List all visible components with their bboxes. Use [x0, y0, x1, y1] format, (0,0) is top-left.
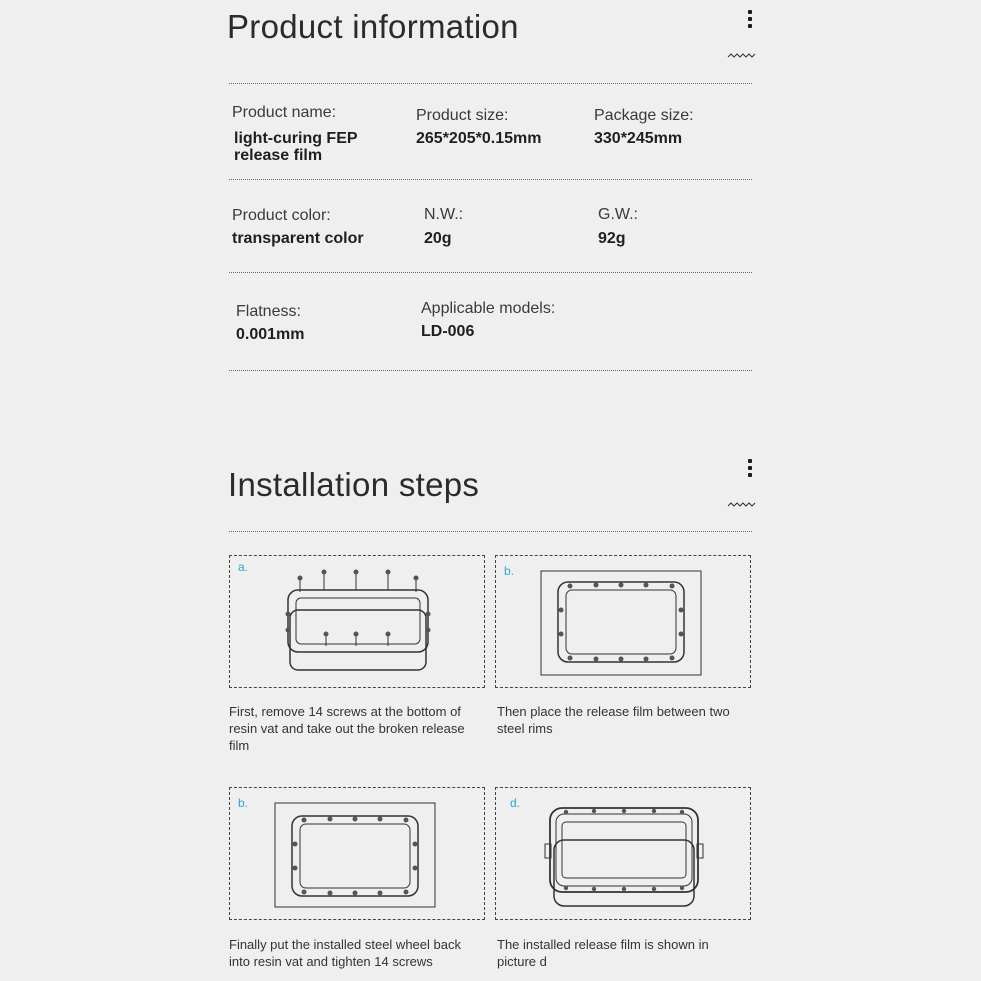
gross-weight-label: G.W.: [598, 206, 638, 223]
step-caption: Finally put the installed steel wheel back into resin vat and tighten 14 screws [229, 937, 461, 969]
product-size-label: Product size: [416, 107, 509, 124]
gross-weight-value: 92g [598, 230, 626, 247]
divider [229, 370, 752, 371]
step-caption: First, remove 14 screws at the bottom of resin vat and take out the broken release film [229, 704, 465, 753]
product-name-value: light-curing FEP release film [234, 130, 358, 164]
net-weight-label: N.W.: [424, 206, 464, 223]
flatness-label: Flatness: [236, 303, 301, 320]
product-color-label: Product color: [232, 207, 331, 224]
more-vertical-icon [747, 459, 753, 480]
step-c-figure [229, 787, 485, 920]
step-letter: b. [504, 564, 515, 578]
product-info-title: Product information [227, 8, 519, 45]
step-letter: b. [238, 796, 249, 810]
step-d-figure [495, 787, 751, 920]
resin-vat-illustration [278, 564, 438, 676]
step-caption: Then place the release film between two steel rims [497, 704, 730, 736]
squiggle-icon [727, 52, 757, 60]
product-color-value: transparent color [232, 230, 364, 247]
installation-title: Installation steps [228, 466, 480, 503]
product-size-value: 265*205*0.15mm [416, 130, 542, 147]
divider [229, 272, 752, 273]
step-letter: d. [510, 796, 521, 810]
applicable-models-label: Applicable models: [421, 300, 556, 317]
squiggle-icon [727, 501, 757, 509]
package-size-label: Package size: [594, 107, 694, 124]
step-b-figure [495, 555, 751, 688]
package-size-value: 330*245mm [594, 130, 683, 147]
step-letter: a. [238, 560, 249, 574]
step-caption: The installed release film is shown in picture d [497, 937, 709, 969]
steel-rim-illustration [274, 802, 436, 908]
step-a-figure [229, 555, 485, 688]
divider [229, 83, 752, 84]
net-weight-value: 20g [424, 230, 452, 247]
flatness-value: 0.001mm [236, 326, 305, 343]
more-vertical-icon [747, 10, 753, 31]
product-name-label: Product name: [232, 104, 337, 121]
steel-rim-illustration [540, 570, 702, 676]
divider [229, 531, 752, 532]
divider [229, 179, 752, 180]
installed-vat-illustration [542, 800, 706, 910]
applicable-models-value: LD-006 [421, 323, 475, 340]
